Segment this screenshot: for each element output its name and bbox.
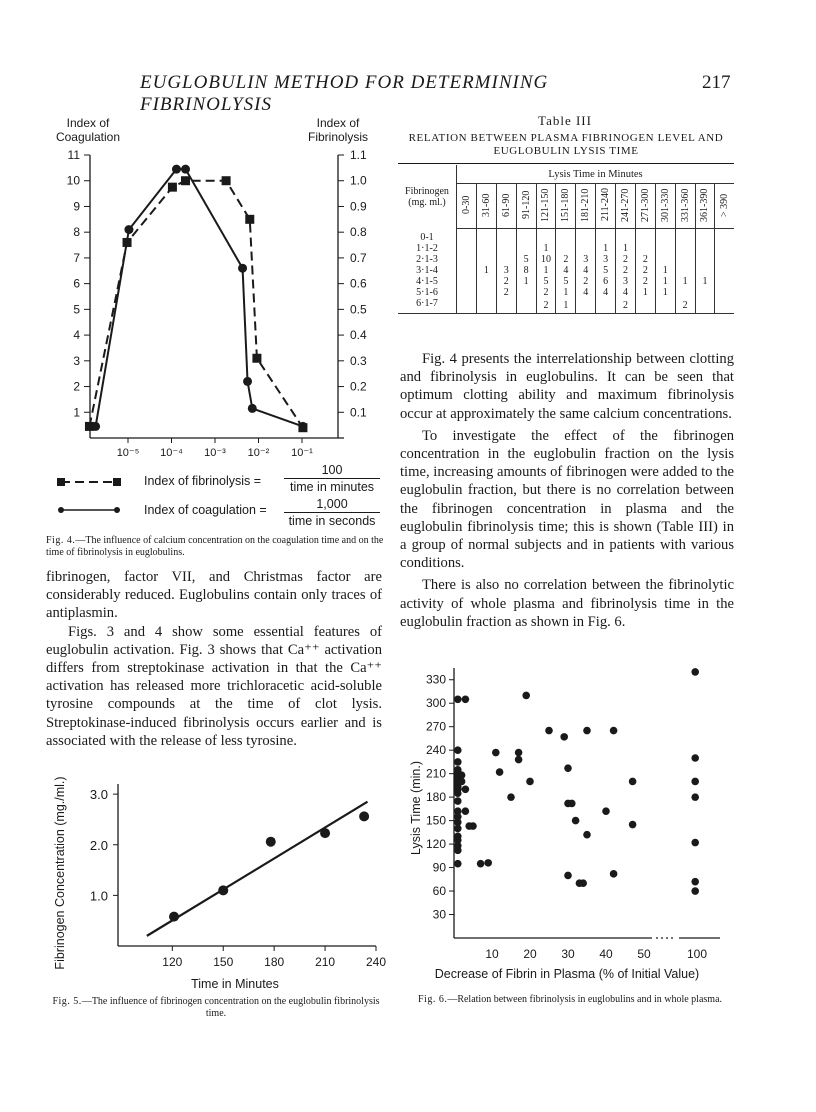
fig6-data-point — [458, 771, 466, 779]
table-cell — [675, 254, 695, 265]
fig6-x-tick-label: 30 — [561, 947, 575, 961]
table-bottom-rule-cell — [398, 313, 734, 314]
fig5-fit-line — [147, 802, 368, 936]
fig4-right-tick-label: 0.6 — [350, 276, 367, 291]
fig5-y-axis-title: Fibrinogen Concentration (mg./ml.) — [53, 776, 67, 970]
fig4-left-tick-label: 2 — [73, 379, 80, 394]
coagulation-point — [243, 377, 252, 386]
table-cell: 4 — [576, 265, 596, 276]
fig6-x-tick-label: 50 — [637, 947, 651, 961]
fig6-y-tick-label: 210 — [425, 766, 446, 781]
paragraph: Figs. 3 and 4 show some essential features of euglobulin activation. Fig. 3 shows that Ca⁺⁺ activation differs from streptokinase activation in that the Ca⁺⁺ activation has released more trichloracetic acid-soluble tyrosine compounds at the time of clot lysis. Streptokinase-induced fibrinolysis occurs earlier and is associated with the release of less tyrosine. — [46, 623, 382, 749]
table-cell — [516, 298, 536, 314]
fig6-data-point — [515, 749, 523, 757]
fig6-data-point — [454, 847, 462, 855]
fig4-right-tick-label: 1.1 — [350, 148, 367, 162]
fig4-x-tick-label: 10⁻² — [247, 447, 270, 459]
table-cell — [635, 229, 655, 243]
fig4-x-tick-label: 10⁻¹ — [291, 447, 313, 459]
fig6-y-tick-label: 270 — [425, 719, 446, 734]
table-cell — [536, 229, 556, 243]
table-cell — [476, 298, 496, 314]
table-column-header — [675, 184, 695, 229]
table-cell — [715, 287, 734, 298]
fig6-data-point — [691, 754, 699, 762]
fig6-y-tick-label: 150 — [425, 813, 446, 828]
table-cell — [596, 229, 616, 243]
table-cell — [695, 254, 715, 265]
fig6-data-point — [629, 821, 637, 829]
table-cell — [715, 276, 734, 287]
table-cell: 4 — [556, 265, 576, 276]
table-cell: 3 — [496, 265, 516, 276]
table-cell — [655, 254, 675, 265]
table-row — [398, 229, 734, 243]
fig5-x-tick-label: 240 — [365, 955, 386, 969]
table-column-header — [635, 184, 655, 229]
fig4-left-tick-label: 3 — [73, 353, 80, 368]
table-column-header — [695, 184, 715, 229]
fig6-x-tick-label: 100 — [686, 947, 708, 961]
fig6-data-point — [564, 764, 572, 772]
row-label: 0-1 — [398, 229, 457, 243]
table-cell — [516, 229, 536, 243]
table-column-header — [476, 184, 496, 229]
fig5-data-point — [266, 837, 276, 847]
fig6-data-point — [583, 831, 591, 839]
column-label: 271-300 — [639, 187, 651, 222]
fig6-data-point — [496, 768, 504, 776]
fig6-data-point — [629, 778, 637, 786]
table-cell — [457, 287, 477, 298]
fig6-data-point — [454, 789, 462, 797]
fibrinolysis-point — [181, 176, 190, 185]
row-label: 3·1-4 — [398, 265, 457, 276]
fig6-data-point — [462, 786, 470, 794]
table-cell — [695, 287, 715, 298]
fig6-y-tick-label: 30 — [432, 907, 446, 922]
table-cell: 3 — [616, 276, 636, 287]
table-cell — [457, 298, 477, 314]
fig6-chart — [400, 662, 740, 990]
table-cell — [715, 243, 734, 254]
table-cell: 5 — [536, 276, 556, 287]
table-cell — [496, 243, 516, 254]
table-cell — [655, 243, 675, 254]
fig6-y-axis-title: Lysis Time (min.) — [409, 761, 423, 855]
fig5-data-point — [169, 912, 179, 922]
table-cell — [655, 229, 675, 243]
fig4-right-tick-label: 0.9 — [350, 199, 367, 214]
fig4-right-tick-label: 1.0 — [350, 173, 367, 188]
fibrinolysis-point — [168, 183, 177, 192]
table-cell — [695, 265, 715, 276]
paragraph: To investigate the effect of the fibrinogen concentration in the euglobulin fraction on the lysis time, increasing amounts of fibrinogen were added to the euglobulin fraction, but there is no correlation between the fibrinogen concentration in plasma and the euglobulin fibrinolysis time; this is shown (Table III) in a group of normal subjects and in patients with various conditions. — [400, 427, 734, 572]
fig4-legend-symbols — [55, 470, 145, 520]
fig6-data-point — [454, 797, 462, 805]
table-cell — [556, 243, 576, 254]
paragraph: There is also no correlation between the fibrinolytic activity of whole plasma and fibrinolysis time in the euglobulin fraction as shown in Fig. 6. — [400, 577, 734, 630]
legend-circle-marker — [114, 507, 120, 513]
table-cell: 1 — [655, 287, 675, 298]
fig4-right-axis-title: Index of Fibrinolysis — [307, 116, 368, 144]
table-cell — [675, 229, 695, 243]
table-cell — [576, 298, 596, 314]
fig6-data-point — [691, 778, 699, 786]
fig5-x-tick-label: 150 — [213, 955, 234, 969]
fig4-right-tick-label: 0.1 — [350, 405, 367, 420]
fig4-x-tick-label: 10⁻³ — [204, 447, 226, 459]
fig6-data-point — [691, 839, 699, 847]
row-label: 5·1-6 — [398, 287, 457, 298]
column-label: 151-180 — [560, 187, 572, 222]
running-header: EUGLOBULIN METHOD FOR DETERMINING FIBRINOLYSIS — [140, 72, 549, 115]
legend-square-marker — [113, 478, 121, 486]
table-column-header — [596, 184, 616, 229]
fig6-data-point — [515, 756, 523, 764]
fig6-data-point — [579, 879, 587, 887]
fig4-caption: Fig. 4.—The influence of calcium concentration on the coagulation time and on the time of fibrinolysis in euglobulins. — [46, 535, 384, 558]
table-cell: 2 — [635, 265, 655, 276]
table-cell: 2 — [635, 276, 655, 287]
fig4-chart — [40, 140, 390, 470]
table-cell: 5 — [516, 254, 536, 265]
table-cell — [576, 243, 596, 254]
fig6-data-point — [526, 778, 534, 786]
fig6-data-point — [462, 696, 470, 704]
row-label: 4·1-5 — [398, 276, 457, 287]
table3 — [398, 165, 734, 314]
table-cell: 6 — [596, 276, 616, 287]
paragraph: fibrinogen, factor VII, and Christmas factor are considerably reduced. Euglobulins contain only traces of antiplasmin. — [46, 569, 382, 622]
table-cell — [695, 298, 715, 314]
column-label: 91-120 — [520, 190, 532, 219]
fig6-data-point — [564, 872, 572, 880]
legend-coagulation-fraction: 1,000 time in seconds — [284, 496, 380, 529]
left-column-text — [46, 568, 382, 750]
table-subtitle: RELATION BETWEEN PLASMA FIBRINOGEN LEVEL AND EUGLOBULIN LYSIS TIME — [408, 132, 724, 157]
fig4-left-tick-label: 11 — [67, 148, 80, 162]
fig4-left-tick-label: 8 — [73, 225, 80, 240]
table-cell — [476, 287, 496, 298]
table-cell: 2 — [556, 254, 576, 265]
table-cell: 1 — [695, 276, 715, 287]
table-column-header — [496, 184, 516, 229]
coagulation-point — [124, 225, 133, 234]
column-label: > 390 — [719, 192, 731, 217]
column-label: 61-90 — [500, 192, 512, 217]
table-cell — [556, 229, 576, 243]
row-label: 1·1-2 — [398, 243, 457, 254]
table-cell — [715, 265, 734, 276]
table-cell — [496, 254, 516, 265]
fig6-data-point — [691, 887, 699, 895]
fibrinolysis-point — [222, 176, 231, 185]
fig4-left-tick-label: 7 — [73, 250, 80, 265]
fig5-y-tick-label: 2.0 — [89, 837, 108, 853]
table-cell — [476, 254, 496, 265]
fig4-right-tick-label: 0.7 — [350, 250, 367, 265]
table-cell — [457, 265, 477, 276]
fig6-caption: Fig. 6.—Relation between fibrinolysis in euglobulins and in whole plasma. — [417, 994, 723, 1005]
column-label: 301-330 — [659, 187, 671, 222]
table-cell — [457, 254, 477, 265]
fibrinolysis-series-line — [89, 181, 302, 428]
fig4-right-tick-label: 0.5 — [350, 302, 367, 317]
table-cell — [635, 298, 655, 314]
table-cell: 2 — [616, 265, 636, 276]
coagulation-series-line — [96, 169, 303, 426]
table-cell — [675, 265, 695, 276]
table-cell — [655, 298, 675, 314]
legend-fibrinolysis-fraction: 100 time in minutes — [284, 462, 380, 495]
fig6-x-tick-label: 20 — [523, 947, 537, 961]
table-cell — [496, 298, 516, 314]
table-cell: 4 — [596, 287, 616, 298]
table-cell — [616, 229, 636, 243]
table-top-rule — [398, 163, 734, 164]
table-cell — [476, 276, 496, 287]
fig6-data-point — [454, 825, 462, 833]
table-cell — [457, 243, 477, 254]
table-cell: 2 — [536, 287, 556, 298]
fig5-chart — [46, 772, 386, 994]
fig5-caption: Fig. 5.—The influence of fibrinogen concentration on the euglobulin fibrinolysis time. — [52, 996, 380, 1019]
fig4-left-tick-label: 6 — [73, 276, 80, 291]
column-label: 181-210 — [580, 187, 592, 222]
fig6-data-point — [484, 859, 492, 867]
table-cell — [675, 287, 695, 298]
table-cell: 2 — [496, 287, 516, 298]
fig4-left-tick-label: 1 — [73, 405, 80, 420]
fig5-x-tick-label: 210 — [315, 955, 336, 969]
fig6-data-point — [522, 692, 530, 700]
fig6-data-point — [454, 758, 462, 766]
fig6-data-point — [469, 822, 477, 830]
fig5-x-tick-label: 120 — [162, 955, 183, 969]
table-row — [398, 298, 734, 314]
fig6-x-tick-label: 40 — [599, 947, 613, 961]
table-cell: 1 — [655, 265, 675, 276]
fig4-left-tick-label: 10 — [66, 173, 80, 188]
table-cell — [695, 229, 715, 243]
legend-coagulation-label: Index of coagulation = — [144, 503, 267, 517]
right-column-text — [400, 350, 734, 631]
table-cell: 2 — [616, 298, 636, 314]
table-cell: 2 — [616, 254, 636, 265]
table-cell: 4 — [576, 287, 596, 298]
fig4-left-tick-label: 9 — [73, 199, 80, 214]
table-cell — [675, 243, 695, 254]
table-cell: 1 — [536, 265, 556, 276]
table-title: Table III — [538, 113, 592, 128]
fibrinolysis-point — [245, 215, 254, 224]
column-label: 31-60 — [480, 192, 492, 217]
table-cell: 2 — [496, 276, 516, 287]
table-cell: 1 — [635, 287, 655, 298]
fig6-y-tick-label: 300 — [425, 696, 446, 711]
table-cell: 10 — [536, 254, 556, 265]
table-row — [398, 265, 734, 276]
table-column-header — [556, 184, 576, 229]
table-column-header — [715, 184, 734, 229]
table-cell — [496, 229, 516, 243]
table-cell: 1 — [596, 243, 616, 254]
table-cell: 5 — [556, 276, 576, 287]
column-label: 331-360 — [679, 187, 691, 222]
table-cell: 5 — [596, 265, 616, 276]
table-row — [398, 254, 734, 265]
fig5-data-point — [359, 811, 369, 821]
fig4-x-tick-label: 10⁻⁵ — [116, 447, 140, 459]
table-cell — [715, 229, 734, 243]
fibrinolysis-point — [252, 354, 261, 363]
table-cell — [457, 229, 477, 243]
table-cell: 3 — [596, 254, 616, 265]
fig6-data-point — [454, 696, 462, 704]
legend-square-marker — [57, 478, 65, 486]
paragraph: Fig. 4 presents the interrelationship between clotting and fibrinolysis in euglobulins. It can be seen that optimum clotting ability and maximum fibrinolysis occur at approximately the same calcium concentrations. — [400, 351, 734, 422]
fig6-data-point — [507, 793, 515, 801]
fig4-x-tick-label: 10⁻⁴ — [160, 447, 183, 459]
table-column-header — [616, 184, 636, 229]
table-cell: 1 — [516, 276, 536, 287]
fig6-data-point — [610, 727, 618, 735]
coagulation-point — [172, 165, 181, 174]
coagulation-point — [298, 422, 307, 431]
legend-fibrinolysis-label: Index of fibrinolysis = — [144, 474, 262, 488]
fig4-right-tick-label: 0.2 — [350, 379, 367, 394]
fig4-right-tick-label: 0.3 — [350, 353, 367, 368]
table-cell: 1 — [556, 287, 576, 298]
fig6-y-tick-label: 60 — [432, 884, 446, 899]
legend-circle-marker — [58, 507, 64, 513]
row-header: Fibrinogen (mg. ml.) — [398, 165, 457, 229]
column-label: 0-30 — [460, 195, 472, 214]
fig6-data-point — [560, 733, 568, 741]
table-cell — [715, 254, 734, 265]
table-cell: 8 — [516, 265, 536, 276]
fig5-y-tick-label: 3.0 — [89, 787, 108, 803]
fig4-left-tick-label: 5 — [73, 302, 80, 317]
fig6-data-point — [545, 727, 553, 735]
fig6-data-point — [454, 860, 462, 868]
table-column-header — [457, 184, 477, 229]
fig5-x-axis-title: Time in Minutes — [191, 977, 279, 991]
table-cell: 2 — [536, 298, 556, 314]
fig4-left-tick-label: 4 — [73, 328, 80, 343]
table-column-header — [576, 184, 596, 229]
fig6-y-tick-label: 330 — [425, 672, 446, 687]
table-cell — [476, 243, 496, 254]
fig6-y-tick-label: 120 — [425, 837, 446, 852]
fig5-y-tick-label: 1.0 — [89, 888, 108, 904]
column-label: 121-150 — [540, 187, 552, 222]
row-label: 6·1-7 — [398, 298, 457, 314]
fig6-y-tick-label: 90 — [432, 860, 446, 875]
table-cell: 1 — [616, 243, 636, 254]
fig6-data-point — [454, 746, 462, 754]
table-column-header — [516, 184, 536, 229]
table-cell — [715, 298, 734, 314]
table-cell: 1 — [655, 276, 675, 287]
table-column-header — [655, 184, 675, 229]
table-cell — [695, 243, 715, 254]
table-row — [398, 243, 734, 254]
fig6-y-tick-label: 240 — [425, 743, 446, 758]
fig6-x-tick-label: 10 — [485, 947, 499, 961]
page-number: 217 — [702, 72, 731, 93]
fig5-data-point — [218, 885, 228, 895]
fig4-right-tick-label: 0.8 — [350, 225, 367, 240]
table-cell: 2 — [635, 254, 655, 265]
table-cell — [576, 229, 596, 243]
fig5-x-tick-label: 180 — [264, 955, 285, 969]
column-label: 361-390 — [699, 187, 711, 222]
group-header: Lysis Time in Minutes — [457, 165, 735, 184]
table-cell: 1 — [556, 298, 576, 314]
table-cell: 4 — [616, 287, 636, 298]
table-row — [398, 287, 734, 298]
column-label: 211-240 — [600, 188, 612, 221]
fig6-data-point — [583, 727, 591, 735]
coagulation-point — [181, 165, 190, 174]
table-cell: 1 — [536, 243, 556, 254]
table-cell: 1 — [476, 265, 496, 276]
fig6-data-point — [568, 800, 576, 808]
fig6-x-axis-title: Decrease of Fibrin in Plasma (% of Initial Value) — [434, 967, 700, 981]
fig4-left-axis-title: Index of Coagulation — [55, 116, 121, 144]
table-cell: 1 — [675, 276, 695, 287]
fig6-data-point — [691, 668, 699, 676]
table-cell: 3 — [576, 254, 596, 265]
coagulation-point — [248, 404, 257, 413]
fig6-data-point — [602, 807, 610, 815]
fig6-data-point — [572, 817, 580, 825]
fig6-data-point — [691, 878, 699, 886]
fig6-y-tick-label: 180 — [425, 790, 446, 805]
table-cell: 2 — [576, 276, 596, 287]
table-row — [398, 276, 734, 287]
coagulation-point — [238, 264, 247, 273]
column-label: 241-270 — [619, 187, 631, 222]
table-cell — [596, 298, 616, 314]
table-cell — [635, 243, 655, 254]
fig6-data-point — [492, 749, 500, 757]
fig6-data-point — [477, 860, 485, 868]
fig6-data-point — [691, 793, 699, 801]
row-label: 2·1-3 — [398, 254, 457, 265]
table-cell — [457, 276, 477, 287]
fig5-data-point — [320, 828, 330, 838]
fig6-data-point — [610, 870, 618, 878]
table-cell — [476, 229, 496, 243]
fig4-right-tick-label: 0.4 — [350, 328, 367, 343]
table-column-header — [536, 184, 556, 229]
coagulation-point — [91, 422, 100, 431]
table-cell — [516, 243, 536, 254]
table-bottom-rule — [398, 313, 734, 314]
fig6-data-point — [462, 807, 470, 815]
table-cell: 2 — [675, 298, 695, 314]
table-cell — [516, 287, 536, 298]
